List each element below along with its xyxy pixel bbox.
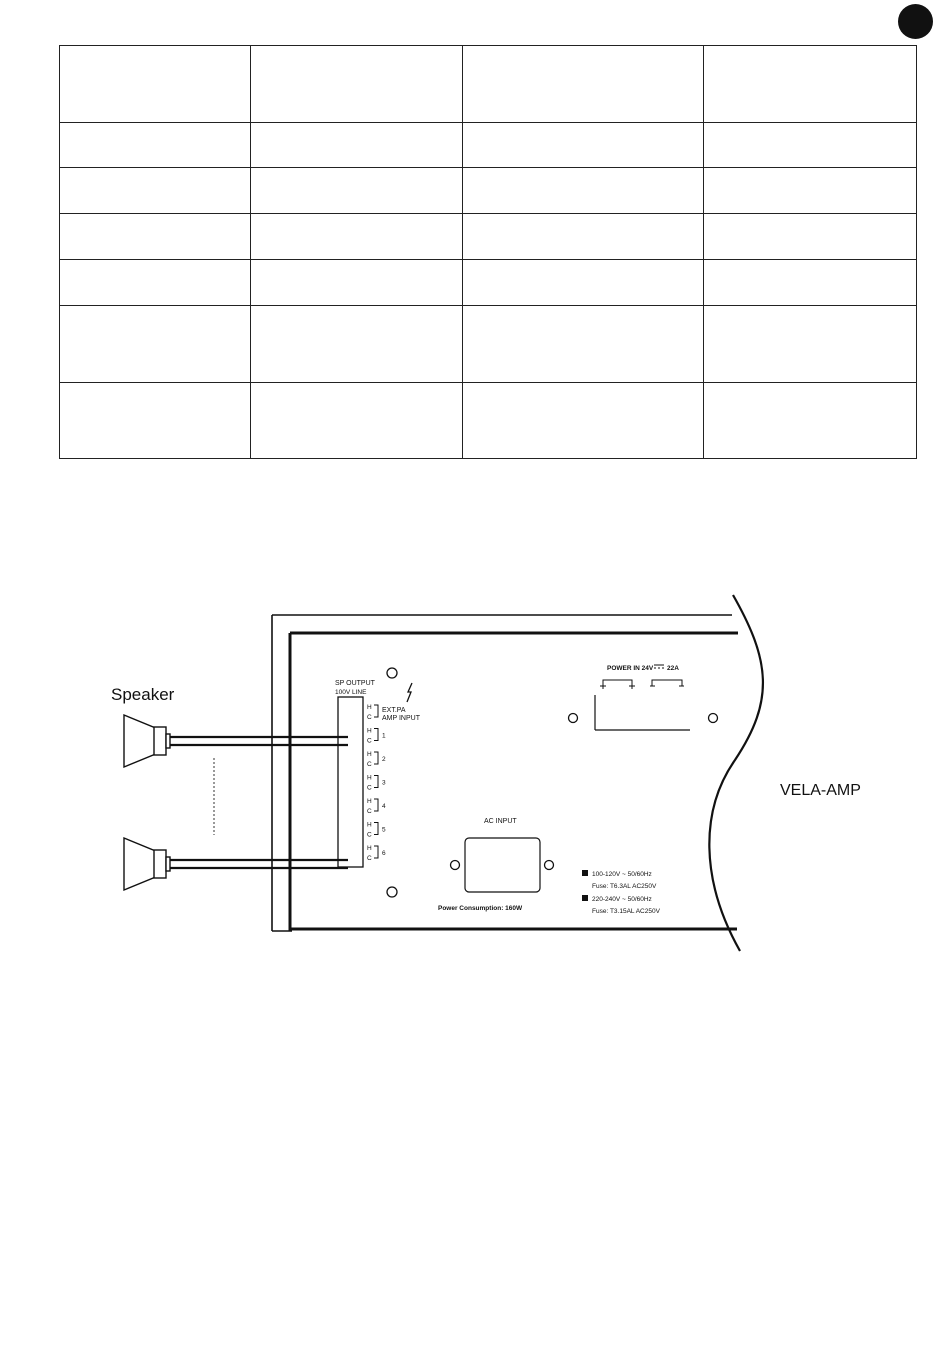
power-consumption-label: Power Consumption: 160W (438, 905, 523, 912)
terminal-common-label: C (367, 714, 372, 721)
ext-pa-label: EXT.PA (382, 707, 406, 714)
terminal-common-label: C (367, 831, 372, 839)
speaker-label: Speaker (111, 685, 175, 704)
dc-symbol-icon (654, 665, 664, 668)
terminal-common-label: C (367, 784, 372, 792)
lightning-bolt-icon (407, 683, 412, 702)
terminal-hot-label: H (367, 845, 372, 852)
terminal-pair (367, 751, 386, 768)
terminal-hot-label: H (367, 751, 372, 758)
terminal-hot-label: H (367, 798, 372, 805)
terminal-pair (367, 845, 386, 862)
fuse-spec-1: Fuse: T6.3AL AC250V (592, 883, 657, 890)
device-label: VELA-AMP (780, 782, 861, 799)
terminal-pair (367, 798, 386, 815)
power-in-current: 22A (667, 665, 679, 672)
terminal-common-label: C (367, 737, 372, 745)
ac-input-label: AC INPUT (484, 818, 517, 825)
terminal-number: 3 (382, 779, 386, 787)
amp-input-label: AMP INPUT (382, 715, 420, 722)
terminal-pair (367, 775, 386, 792)
speaker-icon (124, 715, 170, 767)
terminal-bracket (374, 752, 378, 764)
dc-power-terminal (595, 680, 690, 730)
terminal-common-label: C (367, 855, 372, 862)
terminal-common-label: C (367, 808, 372, 815)
sp-output-terminal-block (338, 697, 363, 867)
terminal-pair (367, 728, 386, 745)
terminal-hot-label: H (367, 821, 372, 829)
terminal-number: 6 (382, 850, 386, 857)
terminal-hot-label: H (367, 704, 372, 711)
terminal-number: 4 (382, 803, 386, 810)
speaker-icon (124, 838, 170, 890)
terminal-bracket (374, 729, 378, 741)
terminal-bracket (374, 823, 378, 835)
power-in-label: POWER IN 24V (607, 665, 654, 672)
voltage-select-marker (582, 895, 588, 901)
sp-output-label: SP OUTPUT (335, 680, 375, 687)
terminal-bracket (374, 705, 378, 717)
terminal-bracket (374, 799, 378, 811)
ac-input-socket (465, 838, 540, 892)
terminal-bracket (374, 776, 378, 788)
terminal-number: 2 (382, 756, 386, 763)
sp-output-voltage-label: 100V LINE (335, 689, 367, 696)
terminal-number: 5 (382, 826, 386, 834)
fuse-spec-2: Fuse: T3.15AL AC250V (592, 908, 660, 915)
terminal-number: 1 (382, 732, 386, 740)
speaker-wires (170, 737, 348, 868)
terminal-pair (367, 822, 386, 839)
terminal-pair (367, 704, 378, 721)
terminal-hot-label: H (367, 774, 372, 782)
terminal-hot-label: H (367, 727, 372, 735)
terminal-common-label: C (367, 761, 372, 768)
voltage-spec-1: 100-120V ~ 50/60Hz (592, 871, 652, 878)
voltage-select-marker (582, 870, 588, 876)
voltage-spec-2: 220-240V ~ 50/60Hz (592, 896, 652, 903)
terminal-bracket (374, 846, 378, 858)
